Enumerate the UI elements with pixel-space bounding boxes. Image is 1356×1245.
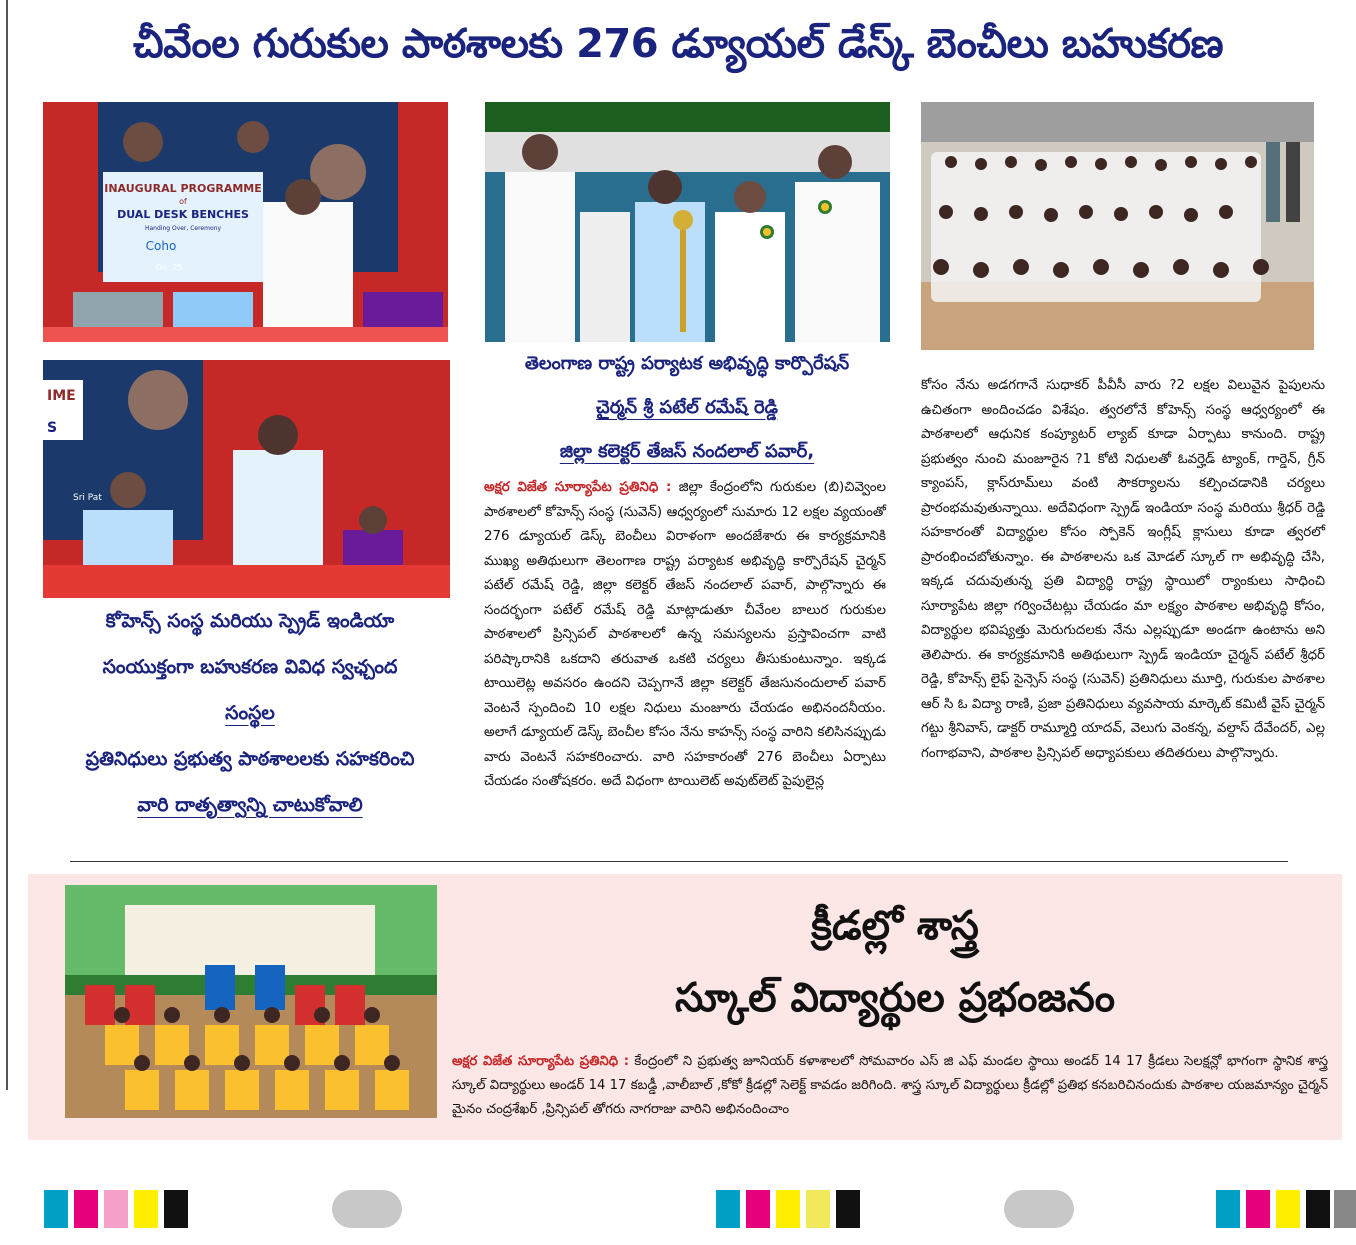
caption-middle-line: తెలంగాణ రాష్ట్ర పర్యాటక అభివృద్ధి కార్పొరేషన్ (524, 353, 850, 374)
photo-sports-team (65, 885, 437, 1118)
section-divider (70, 861, 1288, 862)
sports-title-line2: స్కూల్ విద్యార్థుల ప్రభంజనం (674, 975, 1116, 1021)
swatch-magenta (746, 1190, 770, 1228)
swatch-black (836, 1190, 860, 1228)
sports-title-line1: క్రీడల్లో శాస్త్ర (811, 903, 979, 949)
speaker-banner-line1: IME (47, 388, 76, 404)
swatch-cyan (44, 1190, 68, 1228)
page-left-rule (6, 0, 8, 1090)
sports-text: కేంద్రంలో ని ప్రభుత్వ జూనియర్ కళాశాలలో సోమవారం ఎస్ జి ఎఫ్ మండల స్థాయి అండర్ 14 17 క్రీడలు సెలక్షన్లో భాగంగా స్థానిక శాస్త్ర స్కూల్ విద్యార్థులు అండర్ 14 17 కబడ్డీ ,వాలీబాల్ ,కోకో క్రీడల్లో సెలెక్ట్ కావడం జరిగింది. శాస్త్ర స్కూల్ విద్యార్థులు క్రీడల్లో ప్రతిభ కనబరిచినందుకు పాఠశాల యజమాన్యం చైర్మన్ మైనం చంద్రశేఖర్ ,ప్రిన్సిపల్ తోగరు నాగరాజు వారిని అభినందించాం (452, 1054, 1328, 1117)
swatch-black (1306, 1190, 1330, 1228)
article-body-middle (484, 476, 886, 795)
swatch-pink (104, 1190, 128, 1228)
swatch-gray (1334, 1190, 1356, 1228)
sports-article-body (452, 1050, 1328, 1122)
caption-left (40, 598, 460, 828)
speaker-banner-line2: S (47, 420, 58, 436)
swatch-yellow (134, 1190, 158, 1228)
swatch-yellow (776, 1190, 800, 1228)
caption-left-line: ప్రతినిధులు ప్రభుత్వ పాఠశాలలకు సహకరించి (85, 748, 415, 770)
sports-headline (460, 890, 1330, 1034)
registration-pill-right (1004, 1190, 1074, 1228)
banner-line6: On: 25 (155, 263, 183, 272)
swatch-magenta (1246, 1190, 1270, 1228)
swatch-black (164, 1190, 188, 1228)
photo-lamp-lighting (485, 102, 890, 342)
page-headline: చీవేంల గురుకుల పాఠశాలకు 276 డ్యూయల్ డేస్క్ బెంచీలు బహుకరణ (132, 21, 1224, 67)
banner-line1: INAUGURAL PROGRAMME (104, 182, 262, 195)
article-dateline: అక్షర విజేత సూర్యాపేట ప్రతినిధి : (484, 480, 672, 495)
caption-middle-line: జిల్లా కలెక్టర్ తేజస్ నందలాల్ పవార్, (559, 441, 815, 462)
photo-inauguration (43, 102, 448, 342)
banner-line4: Handing Over, Ceremony (144, 225, 222, 232)
photo-speaker (43, 360, 450, 598)
caption-middle-line: చైర్మన్ శ్రీ పటేల్ రమేష్ రెడ్డి (596, 397, 778, 418)
article-body-right: కోసం నేను అడగగానే సుధాకర్ పీవీసీ వారు ?2 లక్షల విలువైన పైపులను ఉచితంగా అందించడం విశేషం. త్వరలోనే కోహెన్స్ సంస్థ ఆధ్వర్యంలో ఈ పాఠశాలలో ఆధునిక కంప్యూటర్ ల్యాబ్ కూడా ఏర్పాటు కానుంది. రాష్ట్ర ప్రభుత్వం నుంచి మంజూరైన ?1 కోటి నిధులతో ఓవర్హెడ్ ట్యాంక్, గార్డెన్, గ్రీన్ క్యాంపస్, క్లాస్‌రూమ్‌లు వంటి సౌకర్యాలను కల్పించడానికి చర్యలు ప్రారంభమవుతున్నాయి. అదేవిధంగా స్ప్రెడ్ ఇండియా సంస్థ మరియు శ్రీధర్ రెడ్డి సహకారంతో విద్యార్థుల కోసం స్పోకెన్ ఇంగ్లీష్ క్లాసులు కూడా త్వరలో ప్రారంభించబోతున్నాం. ఈ పాఠశాలను ఒక మోడల్ స్కూల్ గా అభివృద్ధి చేసి, ఇక్కడ చదువుతున్న ప్రతి విద్యార్థి రాష్ట్ర స్థాయిలో ర్యాంకులు సాధించి సూర్యాపేట జిల్లా గర్వించేటట్లు చేయడం మా లక్ష్యం పాఠశాల అభివృద్ధి కోసం, విద్యార్థుల భవిష్యత్తు మెరుగుదలకు నేను ఎల్లప్పుడూ అండగా ఉంటాను అని తెలిపారు. ఈ కార్యక్రమానికి అతిథులుగా స్ప్రెడ్ ఇండియా చైర్మన్ పటేల్ శ్రీధర్ రెడ్డి, కోహెన్స్ లైఫ్ సైన్సెస్ సంస్థ (సువెన్) ప్రతినిధులు మూర్తి, గురుకుల పాఠశాల ఆర్ సి ఓ విద్యా రాణి, ప్రజా ప్రతినిధులు వ్యవసాయ మార్కెట్ కమిటీ వైస్ చైర్మన్ గట్టు శ్రీనివాస్, డాక్టర్ రామ్మూర్తి యాదవ్, వెలుగు వెంకన్న, వల్దాస్ దేవేందర్, ఎల్ల గంగాభవాని, పాఠశాల ప్రిన్సిపల్ అధ్యాపకులు తదితరులు పాల్గొన్నారు. (921, 378, 1325, 761)
swatch-cyan (716, 1190, 740, 1228)
banner-line2: of (179, 197, 187, 206)
caption-left-line: వారి దాతృత్వాన్ని చాటుకోవాలి (137, 794, 363, 816)
photo-students-crowd (921, 102, 1314, 350)
swatch-light-yellow (806, 1190, 830, 1228)
swatch-magenta (74, 1190, 98, 1228)
caption-middle (480, 342, 894, 474)
swatch-cyan (1216, 1190, 1240, 1228)
speaker-banner-line3: Sri Pat (73, 493, 102, 503)
swatch-yellow (1276, 1190, 1300, 1228)
caption-left-line: సంస్థల (225, 702, 275, 724)
article-text-middle: జిల్లా కేంద్రంలోని గురుకుల (బి)చివ్వెంల పాఠశాలలో కోహెన్స్ సంస్థ (సువెన్) ఆధ్వర్యంలో సుమారు 12 లక్షల వ్యయంతో 276 డ్యూయల్ డెస్క్ బెంచీలు విరాళంగా అందజేశారు ఈ కార్యక్రమానికి ముఖ్య అతిథులుగా తెలంగాణ రాష్ట్ర పర్యాటక అభివృద్ధి కార్పొరేషన్ చైర్మన్ పటేల్ రమేష్ రెడ్డి, జిల్లా కలెక్టర్ తేజస్ నందలాల్ పవార్, పాల్గొన్నారు ఈ సందర్భంగా పటేల్ రమేష్ రెడ్డి మాట్లాడుతూ చీవేంల బాలుర గురుకుల పాఠశాలలో ప్రిన్సిపల్ పాఠశాలలో ఉన్న సమస్యలను ప్రస్తావించగా వాటి పరిష్కారానికి ఒకదాని తరువాత ఒకటి చర్యలు తీసుకుంటున్నాం. ఇక్కడ టాయిలెట్ల అవసరం ఉందని చెప్పగానే జిల్లా కలెక్టర్ తేజసునందులాల్ పవార్ వెంటనే స్పందించి 10 లక్షల నిధులు మంజూరు చేయడం అభినందనీయం. అలాగే డ్యూయల్ డెస్క్ బెంచీల కోసం నేను కాహన్స్ సంస్థ వారిని కలిసినప్పుడు వారు వెంటనే సహకరించారు. వారి సహకారంతో 276 బెంచీలు ఏర్పాటు చేయడం సంతోషకరం. అదే విధంగా టాయిలెట్ అవుట్‌లెట్ పైపులైన్ల (484, 480, 886, 789)
caption-left-line: కోహెన్స్ సంస్థ మరియు స్ప్రెడ్ ఇండియా (105, 610, 395, 632)
caption-left-line: సంయుక్తంగా బహుకరణ వివిధ స్వఛ్చంద (102, 656, 398, 678)
banner-line5: Coho (145, 239, 177, 253)
banner-line3: DUAL DESK BENCHES (117, 208, 249, 221)
registration-pill-left (332, 1190, 402, 1228)
sports-dateline: అక్షర విజేత సూర్యాపేట ప్రతినిధి : (452, 1054, 630, 1069)
